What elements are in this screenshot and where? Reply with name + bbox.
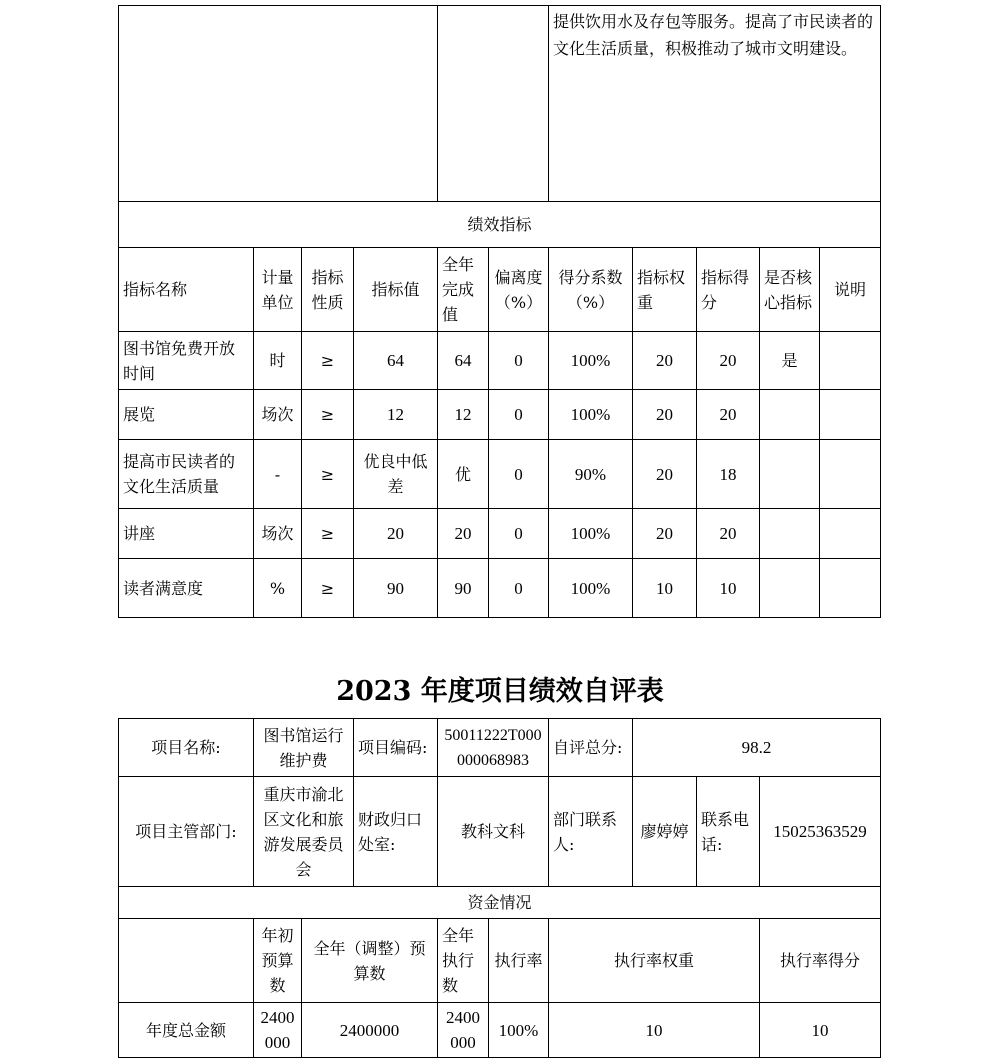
header-cell: 全年执行数 (438, 919, 489, 1003)
initial-budget: 2400000 (254, 1003, 302, 1058)
dept-value: 重庆市渝北区文化和旅游发展委员会 (254, 777, 354, 887)
unit-cell: 场次 (254, 390, 302, 440)
header-cell: 计量单位 (254, 248, 302, 332)
weight-cell: 20 (633, 509, 697, 559)
indicator-name: 展览 (119, 390, 254, 440)
adjusted-budget: 2400000 (302, 1003, 438, 1058)
project-code-label: 项目编码: (354, 719, 438, 777)
target-cell: 12 (354, 390, 438, 440)
self-score-value: 98.2 (633, 719, 881, 777)
description-text: 提供饮用水及存包等服务。提高了市民读者的文化生活质量，积极推动了城市文明建设。 (549, 6, 881, 202)
execution-score: 10 (760, 1003, 881, 1058)
score-cell: 20 (697, 509, 760, 559)
score-cell: 20 (697, 390, 760, 440)
phone-value: 15025363529 (760, 777, 881, 887)
header-cell: 执行率 (489, 919, 549, 1003)
empty-cell (119, 6, 438, 202)
coefficient-cell: 90% (549, 440, 633, 509)
nature-cell: ≥ (302, 440, 354, 509)
finance-office-value: 教科文科 (438, 777, 549, 887)
score-cell: 20 (697, 332, 760, 390)
deviation-cell: 0 (489, 390, 549, 440)
weight-cell: 20 (633, 390, 697, 440)
table-header-row (119, 248, 881, 332)
unit-cell: % (254, 559, 302, 618)
unit-cell: 时 (254, 332, 302, 390)
target-cell: 64 (354, 332, 438, 390)
indicator-name: 讲座 (119, 509, 254, 559)
weight-cell: 20 (633, 440, 697, 509)
header-cell: 指标性质 (302, 248, 354, 332)
self-score-label: 自评总分: (549, 719, 633, 777)
funds-section-title: 资金情况 (119, 887, 881, 919)
deviation-cell: 0 (489, 509, 549, 559)
actual-cell: 12 (438, 390, 489, 440)
note-cell (820, 559, 881, 618)
header-cell: 指标名称 (119, 248, 254, 332)
header-cell: 得分系数（%） (549, 248, 633, 332)
table-row (119, 1003, 881, 1058)
header-cell: 年初预算数 (254, 919, 302, 1003)
indicator-name: 读者满意度 (119, 559, 254, 618)
target-cell: 90 (354, 559, 438, 618)
coefficient-cell: 100% (549, 390, 633, 440)
core-cell (760, 440, 820, 509)
note-cell (820, 509, 881, 559)
executed-amount: 2400000 (438, 1003, 489, 1058)
header-cell: 全年完成值 (438, 248, 489, 332)
phone-label: 联系电话: (697, 777, 760, 887)
header-cell: 指标得分 (697, 248, 760, 332)
indicator-name: 图书馆免费开放时间 (119, 332, 254, 390)
coefficient-cell: 100% (549, 509, 633, 559)
core-cell (760, 509, 820, 559)
coefficient-cell: 100% (549, 559, 633, 618)
contact-value: 廖婷婷 (633, 777, 697, 887)
unit-cell: 场次 (254, 509, 302, 559)
coefficient-cell: 100% (549, 332, 633, 390)
note-cell (820, 332, 881, 390)
actual-cell: 优 (438, 440, 489, 509)
deviation-cell: 0 (489, 332, 549, 390)
header-cell: 执行率权重 (549, 919, 760, 1003)
nature-cell: ≥ (302, 332, 354, 390)
weight-cell: 10 (633, 559, 697, 618)
execution-weight: 10 (549, 1003, 760, 1058)
header-cell: 指标值 (354, 248, 438, 332)
project-name-label: 项目名称: (119, 719, 254, 777)
table-row (119, 559, 881, 618)
finance-office-label: 财政归口处室: (354, 777, 438, 887)
target-cell: 优良中低差 (354, 440, 438, 509)
actual-cell: 20 (438, 509, 489, 559)
contact-label: 部门联系人: (549, 777, 633, 887)
note-cell (820, 440, 881, 509)
actual-cell: 90 (438, 559, 489, 618)
core-cell (760, 559, 820, 618)
form-title: 2023 年度项目绩效自评表 (336, 676, 664, 707)
table-row (119, 440, 881, 509)
core-cell (760, 390, 820, 440)
header-cell: 执行率得分 (760, 919, 881, 1003)
dept-label: 项目主管部门: (119, 777, 254, 887)
indicator-name: 提高市民读者的文化生活质量 (119, 440, 254, 509)
table-row (119, 390, 881, 440)
nature-cell: ≥ (302, 559, 354, 618)
header-cell: 说明 (820, 248, 881, 332)
header-cell: 偏离度（%） (489, 248, 549, 332)
performance-table (118, 5, 881, 618)
deviation-cell: 0 (489, 559, 549, 618)
empty-cell (119, 919, 254, 1003)
target-cell: 20 (354, 509, 438, 559)
project-evaluation-table (118, 718, 881, 1058)
row-label: 年度总金额 (119, 1003, 254, 1058)
nature-cell: ≥ (302, 509, 354, 559)
empty-cell (438, 6, 549, 202)
nature-cell: ≥ (302, 390, 354, 440)
core-cell: 是 (760, 332, 820, 390)
project-code-value: 50011222T000000068983 (438, 719, 549, 777)
section-title: 绩效指标 (119, 202, 881, 248)
actual-cell: 64 (438, 332, 489, 390)
table-row (119, 332, 881, 390)
unit-cell: - (254, 440, 302, 509)
note-cell (820, 390, 881, 440)
score-cell: 18 (697, 440, 760, 509)
table-row (119, 509, 881, 559)
project-name-value: 图书馆运行维护费 (254, 719, 354, 777)
deviation-cell: 0 (489, 440, 549, 509)
execution-rate: 100% (489, 1003, 549, 1058)
header-cell: 全年（调整）预算数 (302, 919, 438, 1003)
score-cell: 10 (697, 559, 760, 618)
weight-cell: 20 (633, 332, 697, 390)
header-cell: 指标权重 (633, 248, 697, 332)
funds-header-row (119, 919, 881, 1003)
header-cell: 是否核心指标 (760, 248, 820, 332)
